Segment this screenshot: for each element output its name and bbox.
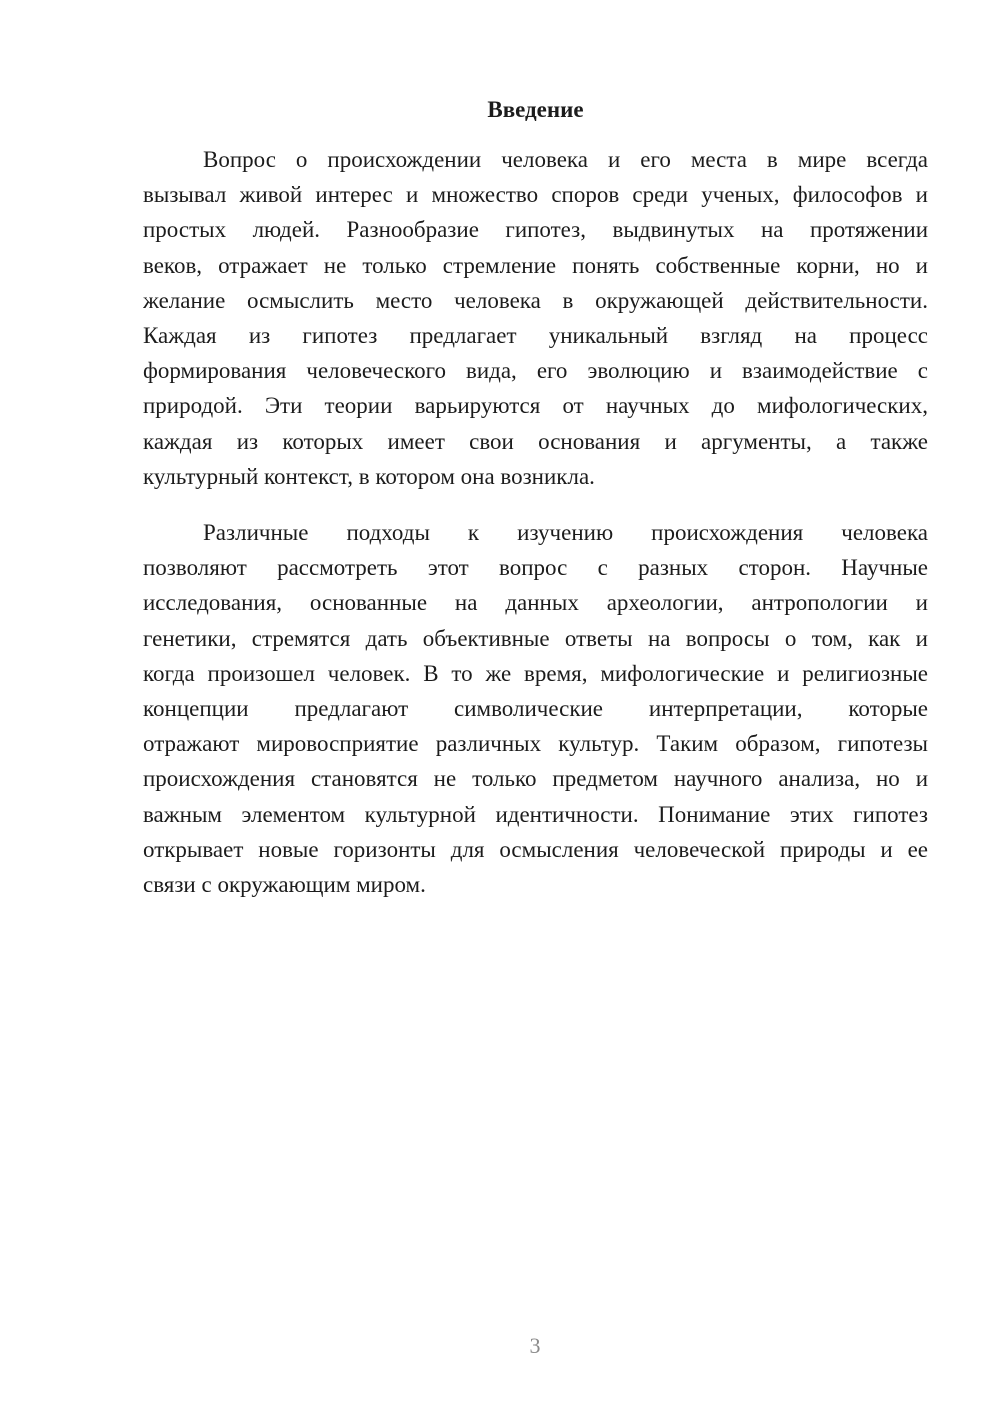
text-line: простых людей. Разнообразие гипотез, выдвинутых на протяжении — [143, 217, 928, 243]
text-line: связи с окружающим миром. — [143, 871, 426, 897]
text-line: Вопрос о происхождении человека и его места в мире всегда — [203, 147, 928, 172]
text-line: вызывал живой интерес и множество споров среди ученых, философов и — [143, 182, 928, 208]
text-line: важным элементом культурной идентичности. Понимание этих гипотез — [143, 801, 928, 827]
text-line: происхождения становятся не только предметом научного анализа, но и — [143, 766, 928, 792]
text-line: Различные подходы к изучению происхождения человека — [203, 520, 928, 545]
text-line: природой. Эти теории варьируются от научных до мифологических, — [143, 393, 928, 419]
text-line: когда произошел человек. В то же время, мифологические и религиозные — [143, 660, 928, 686]
text-line: исследования, основанные на данных археологии, антропологии и — [143, 590, 928, 616]
paragraph-2 — [143, 515, 928, 902]
text-line: отражают мировосприятие различных культур. Таким образом, гипотезы — [143, 731, 928, 757]
text-line: Каждая из гипотез предлагает уникальный взгляд на процесс — [143, 322, 928, 348]
text-line: открывает новые горизонты для осмысления человеческой природы и ее — [143, 836, 928, 862]
text-line: культурный контекст, в котором она возникла. — [143, 463, 595, 489]
text-line: концепции предлагают символические интерпретации, которые — [143, 695, 928, 721]
text-line: желание осмыслить место человека в окружающей действительности. — [143, 287, 928, 313]
text-line: формирования человеческого вида, его эволюцию и взаимодействие с — [143, 358, 928, 384]
text-line: каждая из которых имеет свои основания и аргументы, а также — [143, 428, 928, 454]
page-number: 3 — [529, 1333, 541, 1358]
text-line: генетики, стремятся дать объективные ответы на вопросы о том, как и — [143, 625, 928, 651]
section-heading: Введение — [487, 97, 584, 122]
paragraph-1 — [143, 142, 928, 494]
text-line: позволяют рассмотреть этот вопрос с разных сторон. Научные — [143, 555, 928, 581]
text-line: веков, отражает не только стремление понять собственные корни, но и — [143, 252, 928, 278]
